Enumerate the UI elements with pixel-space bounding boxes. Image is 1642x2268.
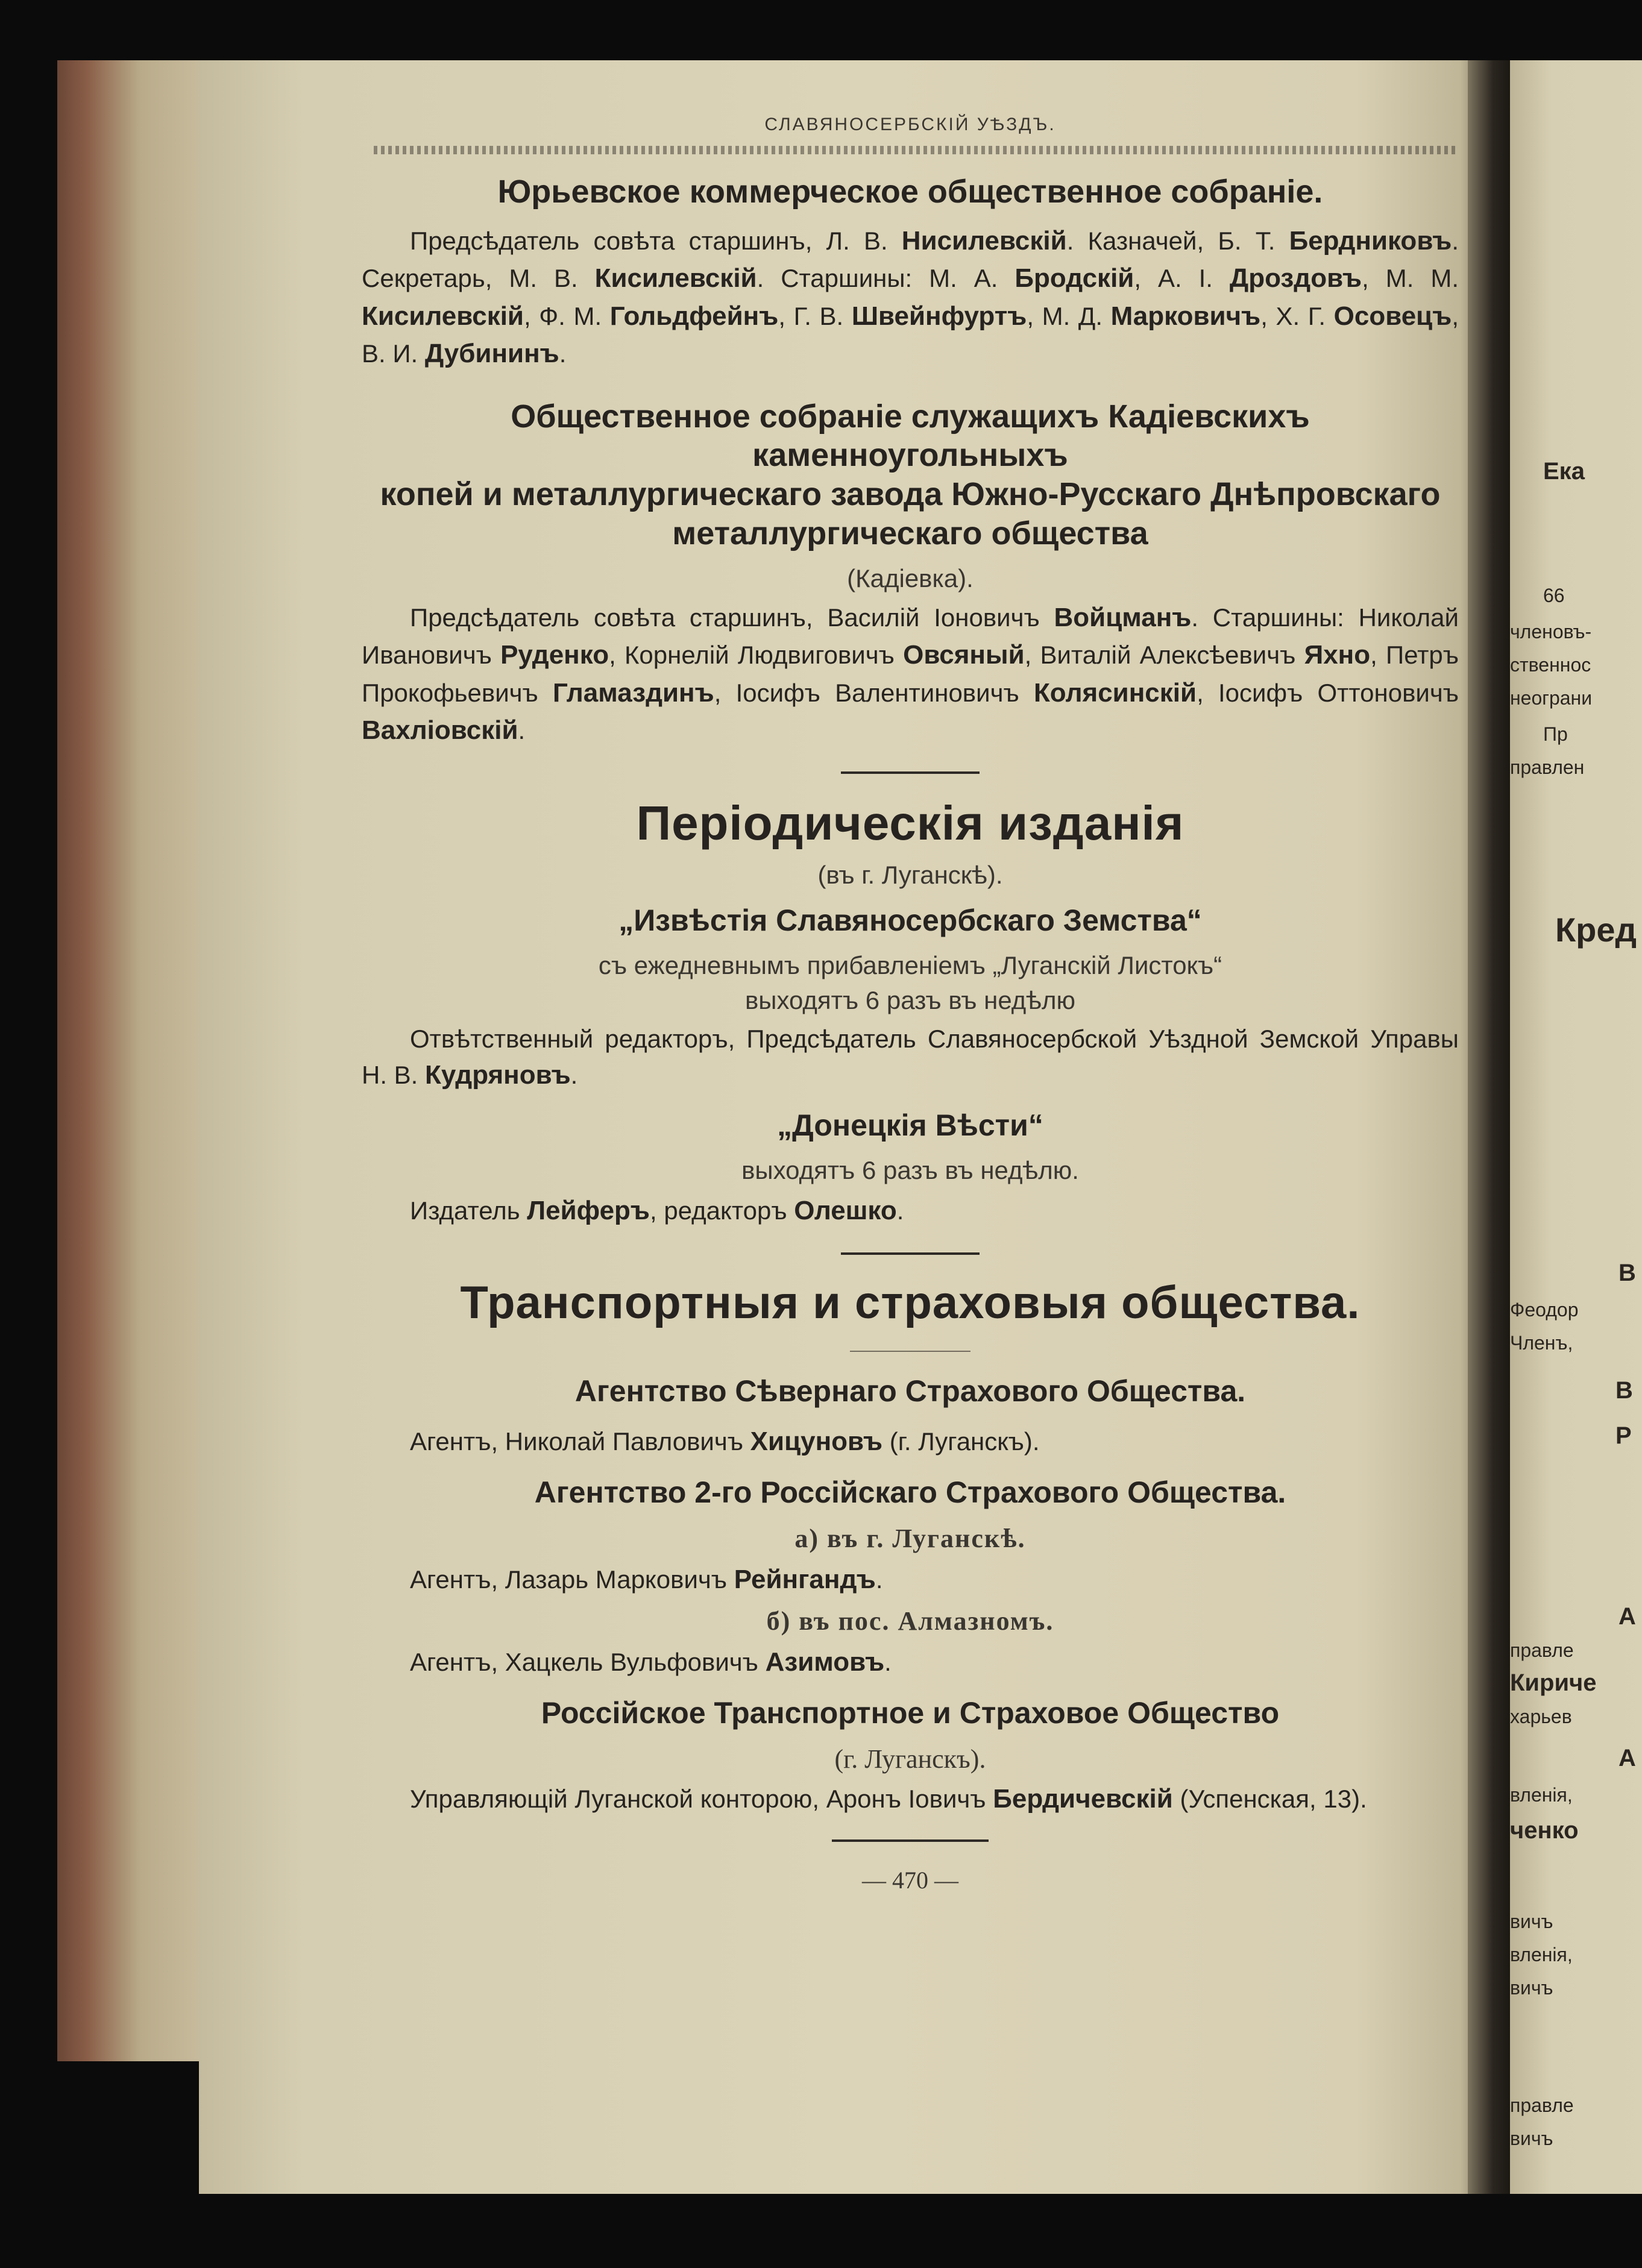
text-run: . <box>518 716 526 745</box>
rp-line: вичъ <box>1510 1977 1553 1999</box>
section-body-yurievka <box>362 222 1459 373</box>
text-run: , Іосифъ Валентиновичъ <box>714 678 1034 707</box>
rp-line: неограни <box>1510 687 1593 709</box>
section-title-yurievka: Юрьевское коммерческое общественное собраніе. <box>497 174 1323 210</box>
person-name: Кисилевскій <box>362 301 524 331</box>
place-kadievka: (Кадіевка). <box>847 564 974 592</box>
book-gutter <box>1468 60 1510 2194</box>
person-name: Руденко <box>500 640 609 670</box>
text-run: , Виталій Алексѣевичъ <box>1024 641 1304 670</box>
rp-line: 66 <box>1543 585 1565 606</box>
text-run: Отвѣтственный редакторъ, Предсѣдатель Славяносербской Уѣздной Земской Управы Н. В. <box>362 1024 1459 1090</box>
rp-line: В <box>1615 1377 1633 1404</box>
right-page-fragment <box>1510 60 1642 2194</box>
text-run: , М. Д. <box>1027 301 1111 330</box>
text-run: . <box>559 339 567 368</box>
rp-line: правле <box>1510 1639 1574 1661</box>
person-name: Овсяный <box>903 640 1025 670</box>
person-name: Бродскій <box>1014 263 1134 294</box>
title-line: Общественное собраніе служащихъ Кадіевскихъ каменноугольныхъ <box>511 398 1310 474</box>
agency-title-transport: Россійское Транспортное и Страховое Общество <box>541 1695 1280 1730</box>
person-name: Олешко <box>794 1195 897 1225</box>
publication-editor <box>362 1021 1459 1095</box>
text-run: , В. И. <box>362 301 1459 368</box>
place-lugansk: (г. Луганскъ). <box>834 1744 986 1774</box>
branch-almaznoe <box>362 1606 1459 1636</box>
section-title-periodicals: Періодическія изданія <box>636 796 1184 850</box>
publication-supplement: съ ежедневнымъ прибавленіемъ „Луганскій Листокъ“ <box>598 950 1222 979</box>
text-run: Управляющій Луганской конторою, Аронъ Іовичъ <box>410 1784 993 1813</box>
text-run: Агентъ, Николай Павловичъ <box>410 1427 750 1456</box>
publication-frequency: выходятъ 6 разъ въ недѣлю <box>744 985 1076 1014</box>
place-lugansk: (въ г. Луганскѣ). <box>817 860 1003 889</box>
page-number: — 470 — <box>862 1867 958 1894</box>
text-run: Агентъ, Хацкель Вульфовичъ <box>410 1647 766 1676</box>
person-name: Бердниковъ <box>1289 225 1452 256</box>
agency-agent <box>362 1560 1459 1600</box>
section-title-kadievka <box>362 397 1459 553</box>
person-name: Войцманъ <box>1054 602 1192 632</box>
running-head: СЛАВЯНОСЕРБСКІЙ УѢЗДЪ. <box>764 115 1056 134</box>
text-run: , Петръ Прокофьевичъ <box>362 641 1459 707</box>
rp-line: вленія, <box>1510 1784 1573 1806</box>
rp-line: Кириче <box>1510 1670 1597 1696</box>
rp-line: Ека <box>1543 458 1585 485</box>
title-line: копей и металлургическаго завода Южно-Русскаго Днѣпровскаго <box>380 476 1441 513</box>
branch-label: а) въ г. Луганскѣ. <box>794 1523 1026 1553</box>
rp-line: харьев <box>1510 1706 1572 1727</box>
person-name: Лейферъ <box>527 1195 650 1225</box>
title-line: металлургическаго общества <box>672 515 1148 552</box>
publication-frequency: выходятъ 6 разъ въ недѣлю. <box>741 1155 1079 1184</box>
section-divider <box>832 1839 989 1842</box>
section-divider <box>841 1252 980 1255</box>
person-name: Швейнфуртъ <box>851 301 1027 331</box>
rp-line: правлен <box>1510 756 1585 778</box>
text-run: Предсѣдатель совѣта старшинъ, Василій Іоновичъ <box>410 603 1054 632</box>
rp-line: вичъ <box>1510 2128 1553 2149</box>
rp-line: Р <box>1615 1422 1632 1449</box>
rp-line: Членъ, <box>1510 1332 1573 1354</box>
thin-divider <box>850 1351 970 1352</box>
text-run: . <box>875 1565 883 1594</box>
person-name: Хицуновъ <box>750 1426 883 1456</box>
publication-title-izvestia: „Извѣстія Славяносербскаго Земства“ <box>618 903 1202 937</box>
text-run: , редакторъ <box>650 1196 794 1225</box>
person-name: Кисилевскій <box>594 263 757 294</box>
person-name: Дроздовъ <box>1229 263 1362 294</box>
text-run: . <box>884 1647 892 1676</box>
text-run: Предсѣдатель совѣта старшинъ, Л. В. <box>410 226 902 255</box>
publication-title-donetskie: „Донецкія Вѣсти“ <box>777 1108 1043 1142</box>
person-name: Рейнгандъ <box>734 1564 876 1594</box>
person-name: Кудряновъ <box>425 1060 571 1090</box>
section-body-kadievka <box>362 599 1459 750</box>
text-run: , Х. Г. <box>1260 301 1334 330</box>
text-run: , Корнелій Людвиговичъ <box>609 641 904 670</box>
rp-line: Пр <box>1543 723 1568 745</box>
section-divider <box>841 771 980 774</box>
rp-line: вленія, <box>1510 1944 1573 1965</box>
text-run: , М. М. <box>1362 264 1459 293</box>
publication-publisher <box>362 1191 1459 1231</box>
branch-lugansk <box>362 1523 1459 1554</box>
person-name: Азимовъ <box>765 1647 885 1677</box>
text-run: (г. Луганскъ). <box>882 1427 1040 1456</box>
rp-line: В <box>1618 1260 1636 1286</box>
text-run: Агентъ, Лазарь Марковичъ <box>410 1565 734 1594</box>
text-run: , Г. В. <box>778 301 852 330</box>
agency-title-rossiyskoe-2: Агентство 2-го Россійскаго Страхового Общества. <box>534 1475 1286 1509</box>
person-name: Нисилевскій <box>901 225 1067 256</box>
text-run: . <box>896 1196 904 1225</box>
person-name: Вахліовскій <box>362 715 518 746</box>
text-run: . Казначей, Б. Т. <box>1066 226 1289 255</box>
agency-agent <box>362 1642 1459 1682</box>
text-run: (Успенская, 13). <box>1172 1784 1367 1813</box>
text-run: , Іосифъ Оттоновичъ <box>1197 678 1459 707</box>
text-run: . Секретарь, М. В. <box>362 226 1459 293</box>
text-run: . Старшины: Николай Ивановичъ <box>362 603 1459 670</box>
rp-line: правле <box>1510 2094 1574 2116</box>
text-run: , А. І. <box>1134 264 1230 293</box>
person-name: Яхно <box>1304 640 1371 670</box>
person-name: Бердичевскій <box>993 1783 1173 1814</box>
rp-line: А <box>1618 1745 1636 1771</box>
section-title-transport: Транспортныя и страховыя общества. <box>460 1277 1360 1328</box>
book-cover-edge <box>57 60 208 2061</box>
person-name: Колясинскій <box>1033 677 1197 708</box>
rp-line: А <box>1618 1603 1636 1630</box>
text-run: , Ф. М. <box>523 301 610 330</box>
agency-agent <box>362 1422 1459 1462</box>
text-run: . <box>570 1061 578 1090</box>
person-name: Дубининъ <box>424 339 559 369</box>
wavy-rule <box>374 146 1459 154</box>
text-run: Издатель <box>410 1196 527 1225</box>
rp-line: ченко <box>1510 1817 1579 1844</box>
person-name: Марковичъ <box>1110 301 1261 331</box>
agency-manager <box>362 1780 1459 1818</box>
rp-line: вичъ <box>1510 1911 1553 1932</box>
person-name: Осовецъ <box>1333 301 1452 331</box>
rp-line: членовъ- <box>1510 621 1592 642</box>
page-content <box>362 96 1459 1894</box>
rp-line: ственнос <box>1510 654 1591 676</box>
person-name: Гольдфейнъ <box>609 301 779 331</box>
text-run: . Старшины: М. А. <box>757 264 1015 293</box>
rp-line: Кред <box>1555 911 1637 949</box>
person-name: Гламаздинъ <box>553 677 714 708</box>
agency-title-severnoe: Агентство Сѣвернаго Страхового Общества. <box>574 1374 1246 1408</box>
branch-label: б) въ пос. Алмазномъ. <box>766 1606 1054 1636</box>
rp-line: Феодор <box>1510 1299 1579 1321</box>
